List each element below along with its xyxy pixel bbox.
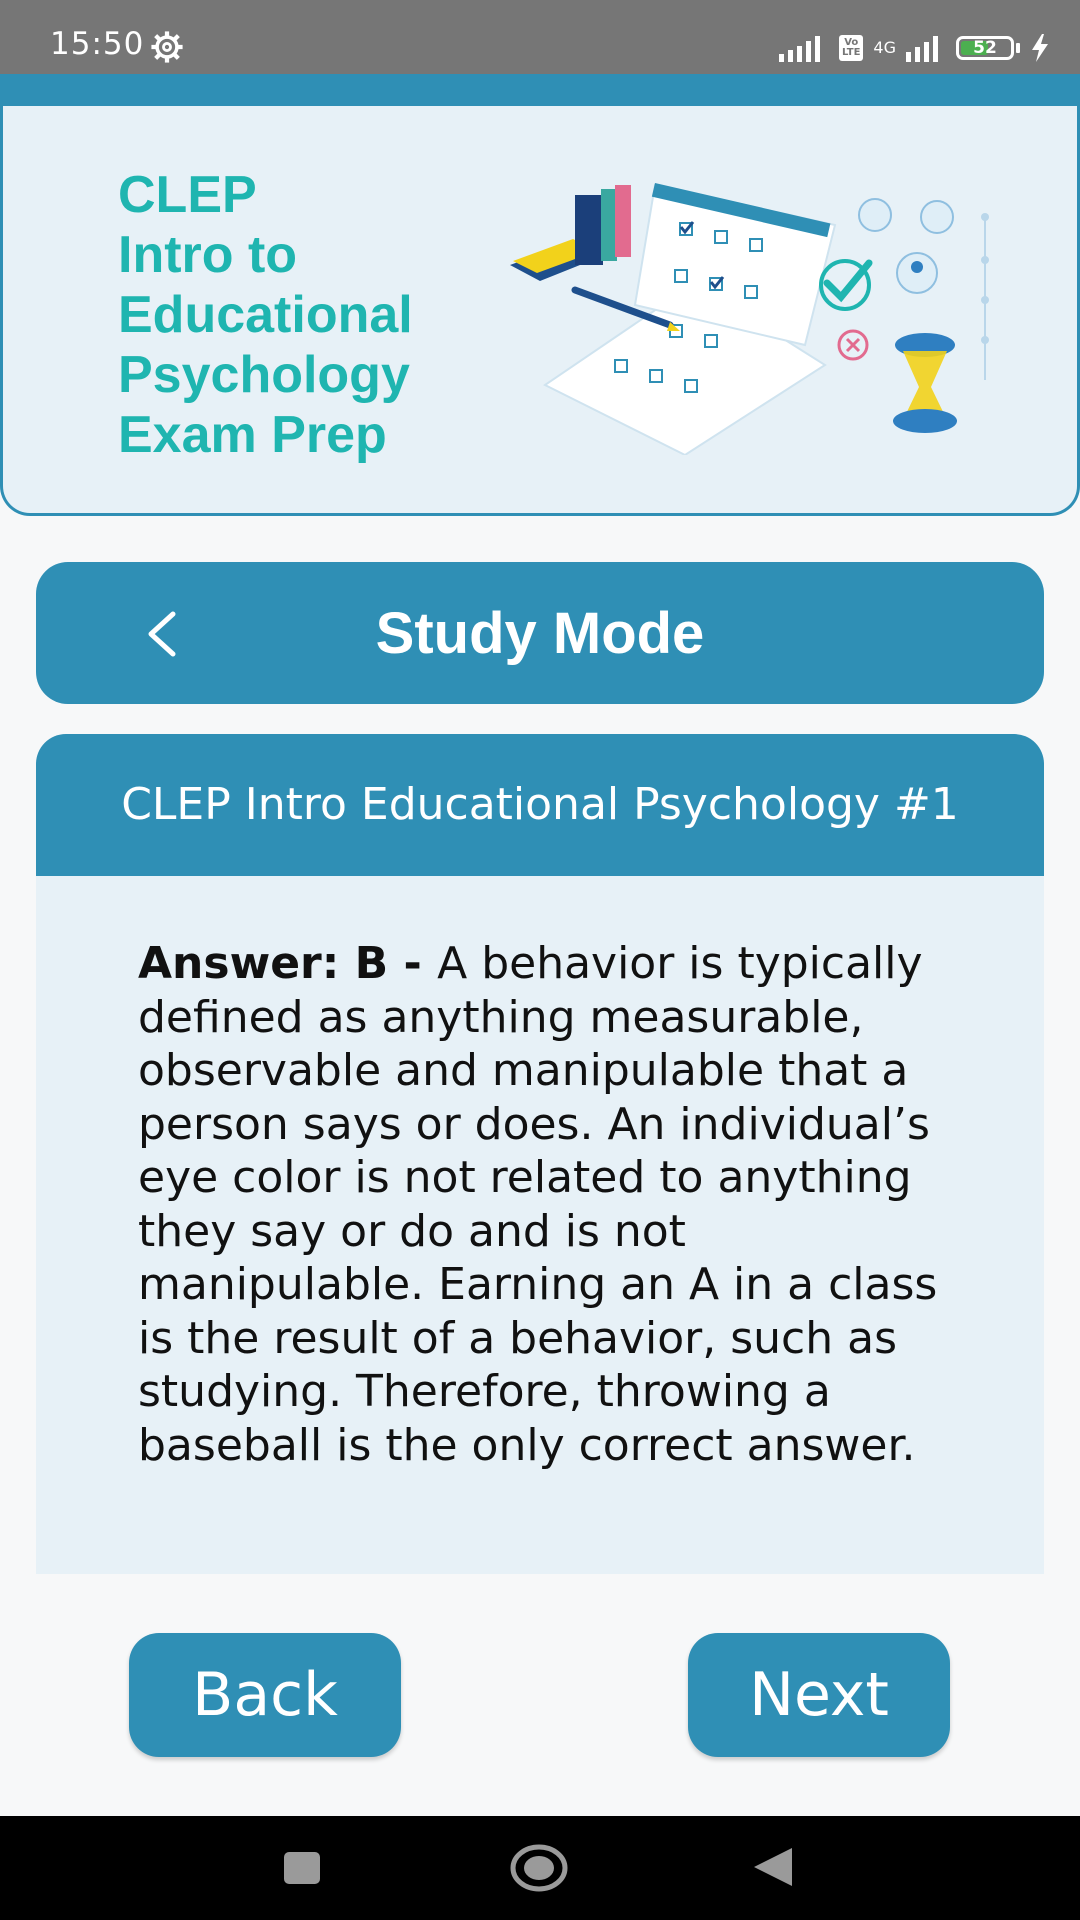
signal-icon-2 — [906, 34, 946, 62]
question-title: CLEP Intro Educational Psychology #1 — [121, 779, 959, 830]
status-time: 15:50 — [50, 26, 145, 62]
status-icons — [779, 30, 1050, 66]
status-bar — [0, 0, 1080, 74]
answer-body: A behavior is typically defined as anything measurable, observable and manipulable that a person says or does. An individual’s eye color is not related to anything they say or do and is not manipulable. Earning an A in a class is the result of a behavior, such as studying. Therefore, throwing a baseball is the only correct answer. — [138, 938, 938, 1471]
navigation-bar — [0, 1816, 1080, 1920]
header-strip — [0, 74, 1080, 108]
battery-icon — [956, 36, 1014, 60]
next-button[interactable]: Next — [688, 1633, 950, 1757]
books-icon — [510, 185, 631, 281]
app-title: CLEP Intro to Educational Psychology Exam Prep — [118, 166, 413, 464]
signal-icon — [779, 34, 829, 62]
hourglass-icon — [893, 333, 957, 433]
exam-illustration — [505, 165, 1005, 455]
gear-icon — [150, 30, 184, 64]
battery-level: 52 — [973, 38, 997, 58]
check-icon — [821, 261, 869, 309]
study-mode-title: Study Mode — [375, 601, 705, 666]
volte-icon: Vo LTE — [839, 35, 863, 61]
back-button[interactable]: Back — [129, 1633, 401, 1757]
recent-apps-icon[interactable] — [282, 1850, 322, 1886]
answer-label: Answer: B - — [138, 938, 438, 989]
home-icon[interactable] — [510, 1844, 568, 1892]
back-nav-icon[interactable] — [752, 1846, 794, 1888]
network-type-label: 4G — [873, 38, 896, 57]
answer-explanation — [138, 937, 958, 1472]
charging-icon — [1030, 34, 1050, 62]
wrong-icon — [839, 331, 867, 359]
